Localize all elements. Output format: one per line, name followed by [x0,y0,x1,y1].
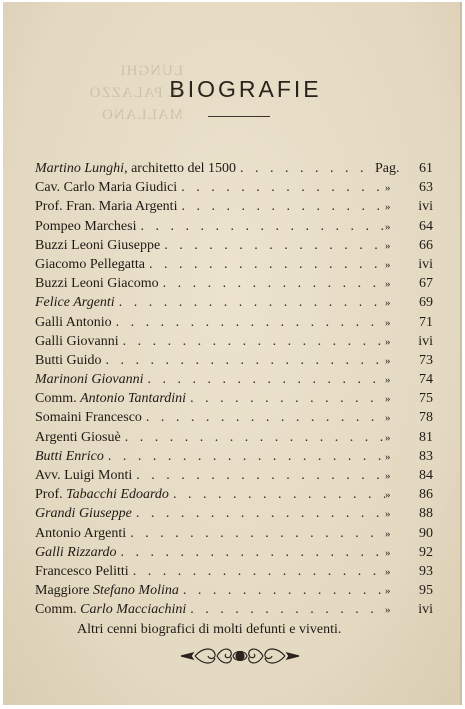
title-rule [208,116,270,117]
entry-prefix: Comm. [35,391,81,407]
page-number: 88 [419,506,433,522]
entry-title [35,581,179,600]
page-number: 86 [419,487,433,503]
page-marker: » [385,585,391,598]
page-number: ivi [418,602,433,618]
page-marker: » [385,508,391,521]
entry-name: Carlo Macciachini [80,602,187,618]
entry-title [35,217,136,236]
leader-dots [115,293,385,312]
entry-name: Argenti Giosuè [35,429,121,445]
page-number: 61 [419,161,433,176]
page-marker: » [385,239,391,252]
toc-entry [35,562,433,581]
page-marker: » [385,431,391,444]
leader-dots [104,447,385,466]
entry-prefix: Comm. [35,602,81,618]
entry-title [35,332,119,351]
entry-name: Butti Guido [35,352,102,368]
entry-name: Luigi Monti [64,468,133,483]
page-number: ivi [418,333,433,349]
leader-dots [102,351,385,370]
entry-name: Francesco Pelitti [35,563,129,579]
page-number: 73 [419,352,433,368]
entry-prefix: Prof. [35,487,67,503]
table-of-contents [35,159,433,640]
page-number: 95 [419,583,433,599]
entry-name: Antonio Argenti [35,525,127,541]
entry-name: Galli Rizzardo [35,544,117,560]
page-number: 66 [419,237,433,253]
page-marker: » [385,316,391,329]
toc-entry [35,447,433,466]
toc-entry [35,313,433,332]
entry-title [35,389,186,408]
entry-name: Grandi Giuseppe [35,506,132,522]
page-number: 93 [419,563,433,579]
entry-title [35,600,186,619]
page-number: 84 [419,468,433,483]
page-marker: » [385,354,391,367]
toc-entry [35,428,433,447]
page-number: 90 [419,525,433,541]
entry-prefix: Avv. [35,468,65,483]
entry-name: Galli Giovanni [35,333,119,349]
entry-title [35,543,117,562]
show-through-line: IL PALAZZO [88,85,183,101]
leader-dots [236,159,375,178]
page-number: 63 [419,180,433,196]
page-marker: » [385,470,391,482]
entry-title [35,159,236,178]
page-marker: » [385,527,391,540]
book-page [3,2,462,705]
leader-dots [126,524,385,543]
toc-entry [35,332,433,351]
leader-dots [159,274,385,293]
toc-entry [35,504,433,523]
leader-dots [121,428,385,447]
leader-dots [132,466,385,485]
entry-name: Fran. Maria Argenti [66,199,178,215]
entry-name: Pompeo Marchesi [35,218,137,234]
entry-title [35,428,121,447]
page-marker: » [385,220,391,233]
page-number: 92 [419,544,433,560]
entry-name: Martino Lunghi [35,161,125,176]
toc-entry [35,255,433,274]
entry-prefix: Maggiore [35,583,93,599]
leader-dots [144,370,386,389]
page-marker: » [385,335,391,348]
entry-name: Carlo Maria Giudici [63,180,178,196]
entry-title [35,562,129,581]
show-through-line: MALLANO [101,107,183,123]
page-marker: » [385,412,391,425]
footer-note: Altri cenni biografici di molti defunti e viventi. [77,621,342,637]
page-number: ivi [418,256,433,272]
toc-entry [35,217,433,236]
leader-dots [186,600,385,619]
leader-dots [129,562,385,581]
page-marker: » [385,278,391,291]
leader-dots [132,504,385,523]
page-title: BIOGRAFIE [169,76,322,102]
entry-title [35,178,177,197]
entry-title [35,255,145,274]
page-marker: » [385,604,391,617]
page-number: 78 [419,410,433,426]
leader-dots [169,485,385,504]
entry-name: Buzzi Leoni Giacomo [35,276,159,292]
toc-entry [35,370,433,389]
toc-entry [35,466,433,485]
page-marker: Pag. [375,161,400,176]
entry-title [35,370,144,389]
leader-dots [177,178,385,197]
entry-prefix: Prof. [35,199,67,215]
leader-dots [177,197,385,216]
show-through-line: LUNGHI [119,63,183,79]
page-number: 81 [419,429,433,445]
page-marker: » [385,297,391,310]
leader-dots [136,217,385,236]
leader-dots [142,408,385,427]
page-number: 74 [419,372,433,388]
page-marker: » [385,565,391,578]
entry-title [35,408,142,427]
toc-entry [35,197,433,216]
entry-title [35,485,169,504]
entry-name: Buzzi Leoni Giuseppe [35,237,161,253]
flourish-ornament-icon [175,641,305,671]
entry-title [35,274,159,293]
page-marker: » [385,374,391,387]
entry-name: Galli Antonio [35,314,112,330]
entry-name: Tabacchi Edoardo [66,487,169,503]
toc-entry [35,389,433,408]
entry-name: Somaini Francesco [35,410,142,426]
toc-entry [35,408,433,427]
toc-entry [35,543,433,562]
leader-dots [186,389,385,408]
page-number: 64 [419,218,433,234]
entry-prefix: Cav. [35,180,64,196]
page-marker: » [385,489,391,502]
entry-title [35,351,102,370]
page-marker: » [385,393,391,406]
page-marker: » [385,258,391,271]
entry-name: Marinoni Giovanni [35,372,144,388]
toc-entry [35,485,433,504]
toc-entry [35,178,433,197]
toc-entry [35,159,433,178]
entry-title [35,504,132,523]
page-number: ivi [418,199,433,215]
leader-dots [160,236,385,255]
entry-title [35,524,126,543]
entry-name: Stefano Molina [92,583,179,599]
page-marker: » [385,182,391,195]
entry-title [35,466,132,485]
leader-dots [112,313,385,332]
toc-entry [35,351,433,370]
leader-dots [179,581,385,600]
entry-name: Butti Enrico [35,448,104,464]
page-marker: » [385,201,391,214]
page-number: 69 [419,295,433,311]
page-number: 67 [419,276,433,292]
toc-entry [35,293,433,312]
entry-title [35,447,104,466]
page-number: 83 [419,448,433,464]
entry-name: Felice Argenti [35,295,115,311]
page-number: 71 [419,314,433,330]
toc-entry [35,524,433,543]
page-marker: » [385,546,391,559]
page-number: 75 [419,391,433,407]
toc-entry [35,600,433,619]
entry-title [35,197,177,216]
leader-dots [145,255,385,274]
toc-entry [35,274,433,293]
leader-dots [119,332,385,351]
entry-title [35,313,112,332]
entry-name: Giacomo Pellegatta [35,256,146,272]
toc-entry [35,581,433,600]
entry-title [35,293,115,312]
leader-dots [117,543,385,562]
toc-entry [35,236,433,255]
entry-suffix: , architetto del 1500 [124,161,237,176]
page-marker: » [385,450,391,463]
entry-name: Antonio Tantardini [80,391,187,407]
entry-title [35,236,160,255]
